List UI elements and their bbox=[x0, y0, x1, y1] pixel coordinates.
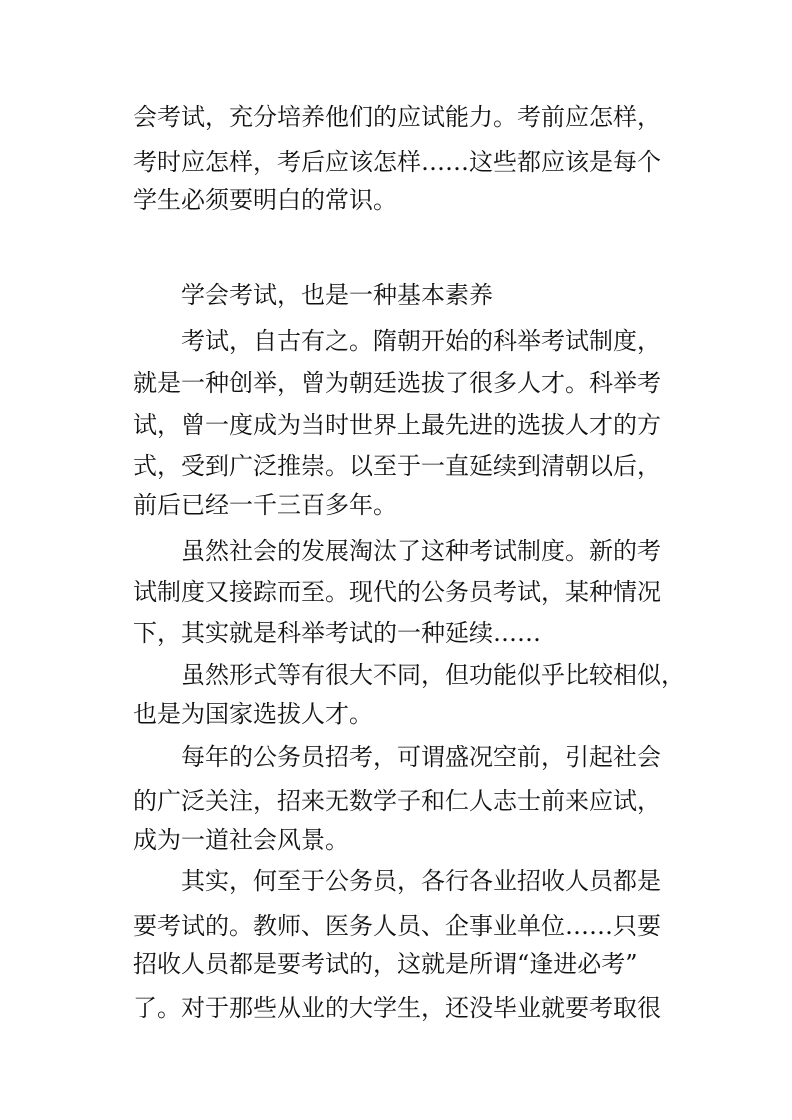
paragraph-line: 了。对于那些从业的大学生，还没毕业就要考取很 bbox=[133, 994, 661, 1022]
paragraph-line: 试，曾一度成为当时世界上最先进的选拔人才的方 bbox=[133, 411, 661, 439]
paragraph-line: 式，受到广泛推崇。以至于一直延续到清朝以后， bbox=[133, 452, 661, 480]
paragraph-line: 的广泛关注，招来无数学子和仁人志士前来应试， bbox=[133, 787, 661, 815]
paragraph-line: 前后已经一千三百多年。 bbox=[133, 491, 397, 519]
paragraph-line: 虽然形式等有很大不同，但功能似乎比较相似， bbox=[181, 661, 685, 689]
intro-line: 考时应怎样，考后应该怎样……这些都应该是每个 bbox=[133, 148, 661, 176]
paragraph-line: 虽然社会的发展淘汰了这种考试制度。新的考 bbox=[181, 537, 661, 565]
intro-line: 学生必须要明白的常识。 bbox=[133, 186, 397, 214]
paragraph-line: 每年的公务员招考，可谓盛况空前，引起社会 bbox=[181, 743, 661, 771]
paragraph-line: 考试，自古有之。隋朝开始的科举考试制度， bbox=[181, 327, 661, 355]
paragraph-line: 要考试的。教师、医务人员、企事业单位……只要 bbox=[133, 912, 661, 940]
section-title: 学会考试，也是一种基本素养 bbox=[181, 281, 493, 309]
paragraph-line: 其实，何至于公务员，各行各业招收人员都是 bbox=[181, 867, 661, 895]
paragraph-line: 就是一种创举，曾为朝廷选拔了很多人才。科举考 bbox=[133, 369, 661, 397]
paragraph-line: 招收人员都是要考试的，这就是所谓“逢进必考” bbox=[133, 950, 638, 978]
paragraph-line: 下，其实就是科举考试的一种延续…… bbox=[133, 619, 541, 647]
intro-line: 会考试，充分培养他们的应试能力。考前应怎样， bbox=[133, 103, 661, 131]
paragraph-line: 成为一道社会风景。 bbox=[133, 826, 349, 854]
paragraph-line: 试制度又接踪而至。现代的公务员考试，某种情况 bbox=[133, 578, 661, 606]
paragraph-line: 也是为国家选拔人才。 bbox=[133, 700, 373, 728]
